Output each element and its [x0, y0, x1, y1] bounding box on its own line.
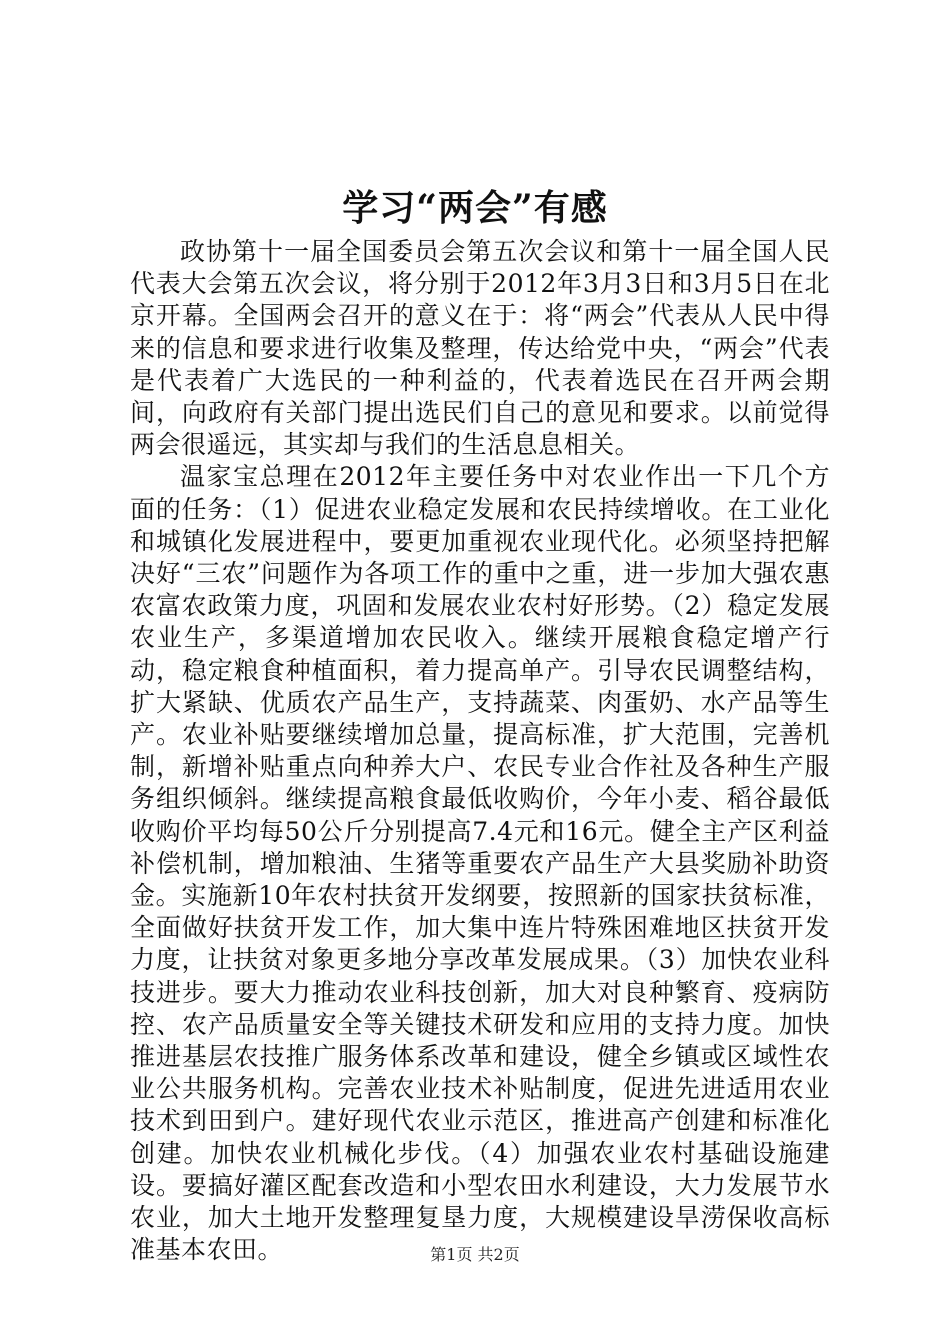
- paragraph-agriculture-tasks: 温家宝总理在2012年主要任务中对农业作出一下几个方面的任务：（1）促进农业稳定发展和农民持续增收。在工业化和城镇化发展进程中，要更加重视农业现代化。必须坚持把解决好“三农”问题作为各项工作的重中之重，进一步加大强农惠农富农政策力度，巩固和发展农业农村好形势。（2）稳定发展农业生产，多渠道增加农民收入。继续开展粮食稳定增产行动，稳定粮食种植面积，着力提高单产。引导农民调整结构，扩大紧缺、优质农产品生产，支持蔬菜、肉蛋奶、水产品等生产。农业补贴要继续增加总量，提高标准，扩大范围，完善机制，新增补贴重点向种养大户、农民专业合作社及各种生产服务组织倾斜。继续提高粮食最低收购价，今年小麦、稻谷最低收购价平均每50公斤分别提高7.4元和16元。健全主产区利益补偿机制，增加粮油、生猪等重要农产品生产大县奖励补助资金。实施新10年农村扶贫开发纲要，按照新的国家扶贫标准，全面做好扶贫开发工作，加大集中连片特殊困难地区扶贫开发力度，让扶贫对象更多地分享改革发展成果。（3）加快农业科技进步。要大力推动农业科技创新，加大对良种繁育、疫病防控、农产品质量安全等关键技术研发和应用的支持力度。加快推进基层农技推广服务体系改革和建设，健全乡镇或区域性农业公共服务机构。完善农业技术补贴制度，促进先进适用农业技术到田到户。建好现代农业示范区，推进高产创建和标准化创建。加快农业机械化步伐。（4）加强农业农村基础设施建设。要搞好灌区配套改造和小型农田水利建设，大力发展节水农业，加大土地开发整理复垦力度，大规模建设旱涝保收高标准基本农田。: [130, 462, 830, 1265]
- page-indicator: 第1页 共2页: [430, 1245, 520, 1264]
- paragraph-intro: 政协第十一届全国委员会第五次会议和第十一届全国人民代表大会第五次会议，将分别于2012年3月3日和3月5日在北京开幕。全国两会召开的意义在于：将“两会”代表从人民中得来的信息和要求进行收集及整理，传达给党中央，“两会”代表是代表着广大选民的一种利益的，代表着选民在召开两会期间，向政府有关部门提出选民们自己的意见和要求。以前觉得两会很遥远，其实却与我们的生活息息相关。: [130, 237, 830, 460]
- document-body: [130, 236, 830, 1267]
- document-title: 学习“两会”有感: [342, 187, 608, 229]
